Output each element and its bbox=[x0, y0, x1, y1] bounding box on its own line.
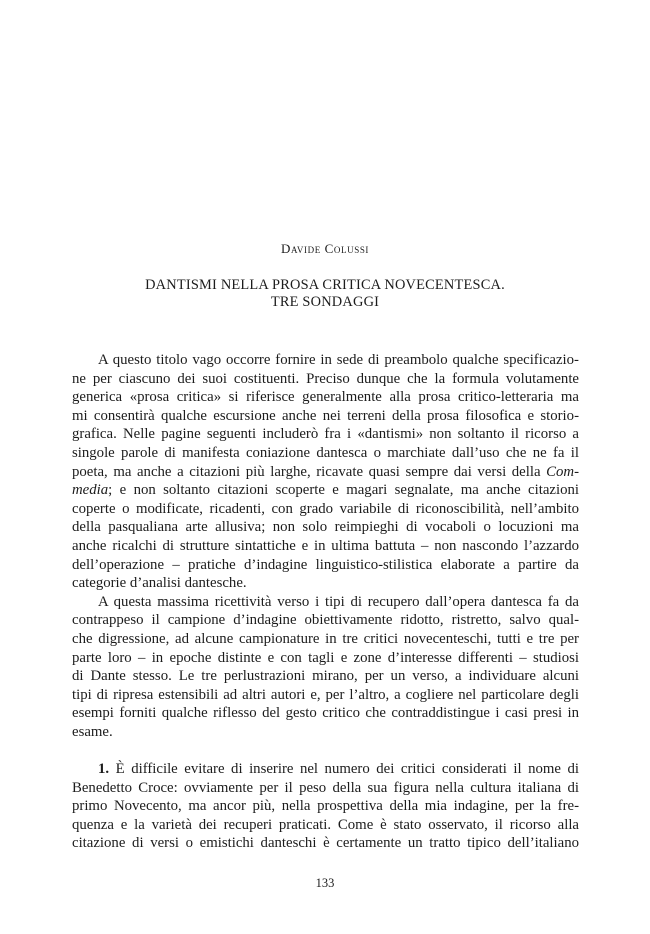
text-line: Benedetto Croce: ovviamente per il peso della sua figura nella cultura italiana di bbox=[72, 779, 579, 796]
text-line: generica «prosa critica» si riferisce generalmente alla prosa critico-letteraria ma bbox=[72, 389, 579, 406]
text-line: A questo titolo vago occorre fornire in sede di preambolo qualche specificazio- bbox=[98, 352, 579, 368]
text-line: poeta, ma anche a citazioni più larghe, ricavate quasi sempre dai versi della Com- bbox=[72, 463, 579, 480]
text-line: coperte o modificate, ricadenti, con grado variabile di riconoscibilità, nell’ambito bbox=[72, 500, 579, 517]
text-line: grafica. Nelle pagine seguenti includerò fra i «dantismi» non soltanto il ricorso a bbox=[72, 426, 579, 443]
text-line: ne per ciascuno dei suoi costituenti. Preciso dunque che la formula volutamente bbox=[72, 370, 579, 387]
text-line: parte loro – in epoche distinte e con tagli e zone d’interesse differenti – studiosi bbox=[72, 649, 579, 666]
section-1 bbox=[72, 760, 579, 853]
text-line: esempi forniti qualche riflesso del gesto critico che contraddistingue i casi presi in bbox=[72, 705, 579, 722]
title-line-2: TRE SONDAGGI bbox=[270, 294, 380, 310]
text-line: dell’operazione – pratiche d’indagine linguistico-stilistica elaborate a partire da bbox=[72, 556, 579, 573]
paragraph-2 bbox=[72, 593, 579, 742]
text-line: mi consentirà qualche escursione anche nei terreni della prosa filosofica e storio- bbox=[72, 407, 579, 424]
section-number: 1. bbox=[98, 761, 110, 778]
italic-work-title: media bbox=[72, 482, 109, 499]
author-name: Davide Colussi bbox=[280, 241, 370, 256]
text-line: anche ricalchi di strutture sintattiche e in ultima battuta – non nascondo l’azzardo bbox=[72, 537, 579, 554]
title-line-1: DANTISMI NELLA PROSA CRITICA NOVECENTESCA. bbox=[145, 277, 505, 293]
text-line: singole parole di manifesta coniazione dantesca o marchiate dall’uso che ne fa il bbox=[72, 444, 579, 461]
text-line: tipi di ripresa estensibili ad altri autori e, per l’altro, a cogliere nel particolare degli bbox=[72, 686, 579, 703]
article-title bbox=[0, 277, 650, 311]
text-line: della pasqualiana arte allusiva; non solo reimpieghi di vocaboli o locuzioni ma bbox=[72, 519, 579, 536]
text-line: che digressione, ad alcune campionature in tre critici novecenteschi, tutti e tre per bbox=[72, 630, 579, 647]
body-text bbox=[72, 351, 579, 853]
text-line: quenza e la varietà dei recuperi praticati. Come è stato osservato, il ricorso alla bbox=[72, 816, 579, 833]
italic-work-title: Com- bbox=[546, 463, 579, 480]
text-line: A questa massima ricettività verso i tipi di recupero dall’opera dantesca fa da bbox=[98, 593, 579, 610]
text-line: contrappeso il campione d’indagine obiettivamente ridotto, ristretto, salvo qual- bbox=[72, 612, 579, 629]
paragraph-1 bbox=[72, 351, 579, 593]
text-line: esame. bbox=[72, 723, 113, 740]
text-line: categorie d’analisi dantesche. bbox=[72, 575, 247, 592]
text-line: di Dante stesso. Le tre perlustrazioni mirano, per un verso, a individuare alcuni bbox=[72, 668, 579, 685]
text-line: citazione di versi o emistichi danteschi è certamente un tratto tipico dell’italiano bbox=[72, 835, 579, 852]
text-line bbox=[72, 760, 579, 779]
text-line: media; e non soltanto citazioni scoperte e magari segnalate, ma anche citazioni bbox=[72, 482, 579, 499]
text-line: primo Novecento, ma ancor più, nella prospettiva della mia indagine, per la fre- bbox=[72, 798, 579, 815]
page-number: 133 bbox=[315, 876, 335, 890]
section-line-text: È difficile evitare di inserire nel numero dei critici considerati il nome di bbox=[109, 761, 579, 778]
